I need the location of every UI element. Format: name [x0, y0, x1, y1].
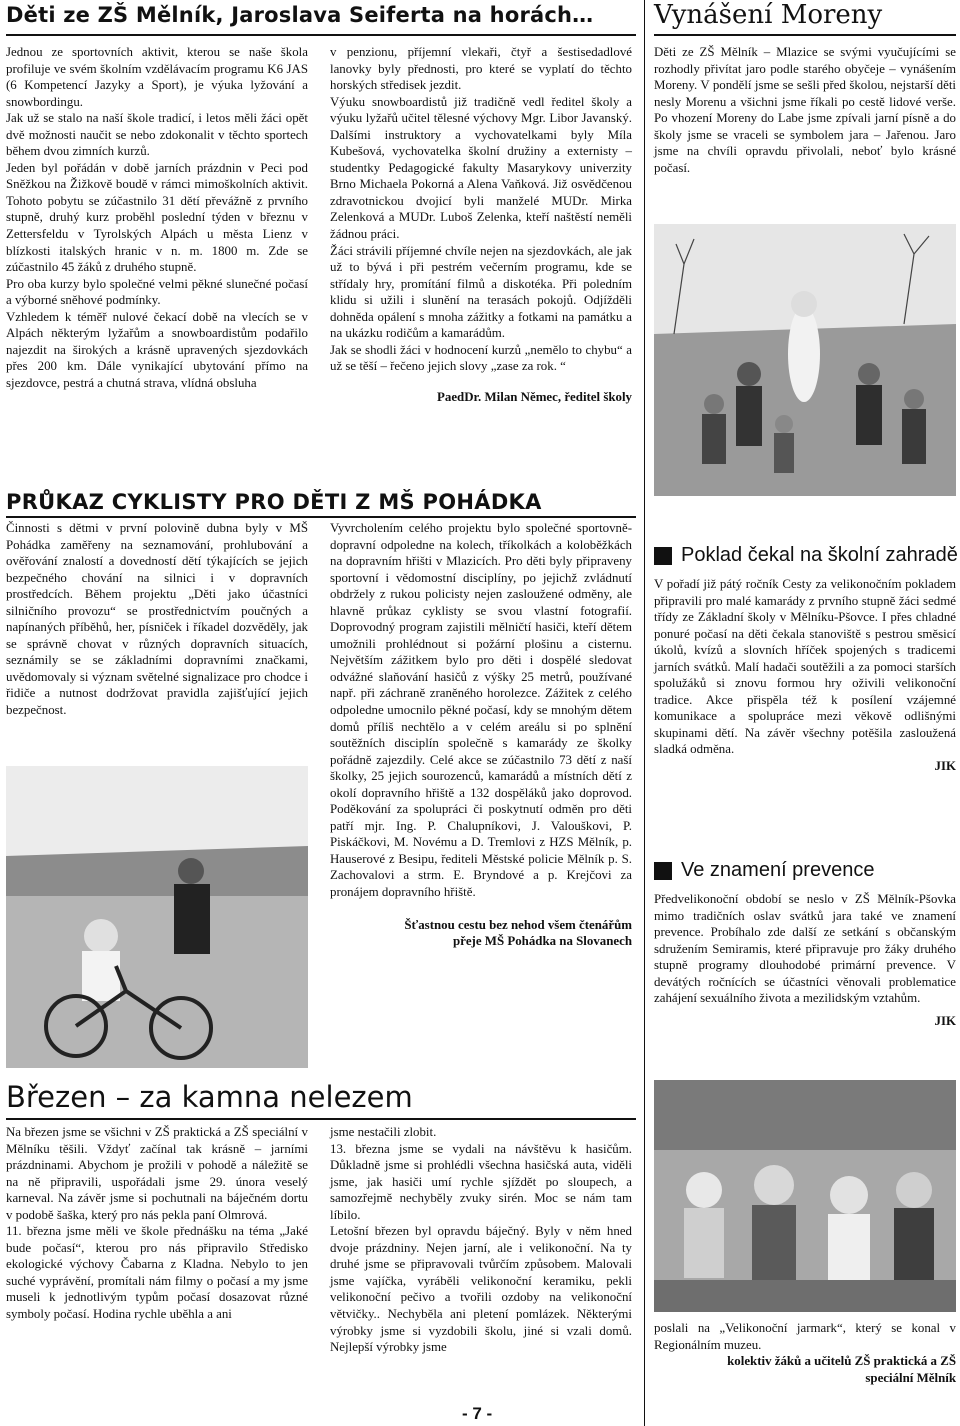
article3-closing-line-2: přeje MŠ Pohádka na Slovanech	[452, 934, 632, 949]
paragraph: Děti ze ZŠ Mělník – Mlazice se svými vyučujícími se rozhodly přivítat jaro podle starého obyčeje – vynášením Moreny. V pondělí jsme se sešli před školou, nejstarší děti nesly Morenu a všichni jsme říkali po cestě lidové verše. Po vhození Moreny do Labe jsme zpívali jarní písně a do školy jsme se vraceli se symbolem jara – Jařenou. Jaro jsme na chvíli opravdu přivolali, neboť bylo krásné počasí.	[654, 45, 956, 175]
paragraph: Pro oba kurzy bylo společné velmi pěkné slunečné počasí a výborné sněhové podmínky.	[6, 276, 308, 308]
paragraph: Jak se shodli žáci v hodnocení kurzů „nemělo to chybu“ a už se těší – řečeno jejich slovy „zase za rok. “	[330, 342, 632, 374]
article6-column-1	[6, 1124, 308, 1323]
morena-photo-image	[654, 224, 956, 496]
paragraph: poslali na „Velikonoční jarmark“, který se konal v Regionálním muzeu.	[654, 1321, 956, 1352]
article1-title-rule	[6, 34, 636, 36]
paragraph: v penzionu, příjemní vlekaři, čtyř a šestisedadlové lanovky byly přednosti, pro které se vyplatí do těchto horských středisek jezdit.	[330, 45, 632, 93]
article6-title: Březen – za kamna nelezem	[6, 1080, 413, 1114]
paragraph: Na březen jsme se všichni v ZŠ praktická a ZŠ speciální v Mělníku těšili. Vždyť začínal tak krásně – jarními prázdninami. Abychom je prožili v pohodě a náležitě se na ně připravili, uspořádali jsme 29. února veselý karneval. Na závěr jsme si pochutnali na báječném dortu v podobě šaška, který pro nás pekla paní Olmrová.	[6, 1125, 308, 1222]
article5-signature: JIK	[934, 1013, 956, 1028]
article5-body	[654, 891, 956, 1029]
paragraph: Vzhledem k téměř nulové čekací době na vlecích se v Alpách některým lyžařům a snowboardistům podařilo najezdit na širokých a krásně upravených sjezdovkách přes 200 km. Dále vynikající ubytování přímo na sjezdovce, pestrá a chutná strava, vlídná obsluha	[6, 309, 308, 390]
article6-title-rule	[6, 1118, 636, 1120]
article6-signature-line-2: speciální Mělník	[865, 1370, 956, 1385]
article4-body	[654, 576, 956, 775]
paragraph: Předvelikonoční období se neslo v ZŠ Mělník-Pšovka mimo tradičních oslav svátků jara také ve znamení prevence. Probíhalo zde další ze setkání s občanským sdružením Semiramis, které připravuje pro žáky druhého stupně programy dlouhodobé primární prevence. V devátých ročnících se účastníci věnovali problematice zahájení sexuálního života a mezilidským vztahům.	[654, 892, 956, 1006]
article1-title: Děti ze ZŠ Mělník, Jaroslava Seiferta na horách…	[6, 3, 594, 27]
easter-photo-image	[654, 1080, 956, 1312]
article4-heading	[654, 544, 958, 567]
article3-title: PRŮKAZ CYKLISTY PRO DĚTI Z MŠ POHÁDKA	[6, 490, 542, 514]
article6-signature-line-1: kolektiv žáků a učitelů ZŠ praktická a ZŠ	[727, 1354, 956, 1369]
paragraph: 13. března jsme se vydali na návštěvu k hasičům. Důkladně jsme si prohlédli všechna hasičská auta, viděli jsme, jak hasiči umí rychle sjíždět po sloupech, a samozřejmě nechyběly zvuky sirén. Moc se nám tam líbilo.	[330, 1141, 632, 1222]
paragraph: Jeden byl pořádán v době jarních prázdnin v Peci pod Sněžkou na Žižkově boudě v rámci mimoškolních aktivit. Tohoto pobytu se zúčastnilo 31 dětí převážně z prvního stupně, druhý kurz proběhl poslední týden v březnu v Zettersfeldu v Tyrolských Alpách u města Lienz v blízkosti italských hranic v n. m. 1800 m. Zde se zúčastnilo 45 žáků z druhého stupně.	[6, 160, 308, 275]
paragraph: Jak už se stalo na naší škole tradicí, i letos měli žáci opět dvě možnosti naučit se nebo zdokonalit v těchto sportech během dvou zimních kurzů.	[6, 111, 308, 159]
article1-column-1	[6, 44, 308, 391]
easter-photo	[654, 1080, 956, 1312]
article2-title-rule	[654, 34, 956, 36]
article2-title: Vynášení Moreny	[654, 0, 883, 30]
article3-column-2	[330, 520, 632, 950]
paragraph: Činnosti s dětmi v první polovině dubna byly v MŠ Pohádka zaměřeny na seznamování, prohlubování a ověřování znalostí a dovedností dětí týkajících se jejich bezpečného chování na silnici i v dopravních prostředcích. Během projektu „Děti jako účastníci silničního provozu“ se prostřednictvím poučných a napínaných příběhů, her, písniček i říkadel dozvěděly, jak se správně chovat v různých dopravních situacích, seznámily se se základními dopravními značkami, uvědomovaly si význam světelné signalizace pro chodce i řidiče a nutnost dodržovat pravidla zajišťující jejich bezpečnost.	[6, 521, 308, 718]
article1-signature: PaedDr. Milan Němec, ředitel školy	[437, 389, 632, 404]
article6-column-3	[654, 1320, 956, 1386]
paragraph: 11. března jsme měli ve škole přednášku na téma „Jaké bude počasí“, kterou pro nás připravilo Středisko ekologické výchovy Čabarna z Kladna. Nebylo to jen suché vyprávění, promítali nám filmy o počasí a my jsme museli k jednotlivým typům počasí dosazovat různé symboly počasí. Hodina rychle uběhla a ani	[6, 1224, 308, 1322]
article3-column-1	[6, 520, 308, 719]
article3-title-rule	[6, 516, 636, 518]
page-number: - 7 -	[462, 1404, 493, 1423]
article1-column-2	[330, 44, 632, 405]
article6-column-2	[330, 1124, 632, 1356]
heading-square-icon	[654, 547, 672, 565]
column-divider	[644, 0, 645, 1426]
cyclist-photo-image	[6, 766, 308, 1068]
article3-closing-line-1: Šťastnou cestu bez nehod všem čtenářům	[404, 917, 632, 932]
cyclist-photo	[6, 766, 308, 1068]
article2-body	[654, 44, 956, 176]
paragraph: V pořadí již pátý ročník Cesty za velikonočním pokladem připravili pro malé kamarády z prvního stupně žáci sedmé třídy ze Základní školy v Mělníku-Pšovce. I přes chladné ponuré počasí na děti čekala stanoviště s pestrou směsicí úkolů, kvízů a slovních hříček spojených s tradicemi jarních svátků. Malí hadači soutěžili a za pomoci starších spolužáků si znovu formou hry oživili velikonoční tradice. Akce přispěla též k posílení vzájemné komunikace a spolupráce mezi věkově odlišnými skupinami dětí. Na závěr všechny potěšila zasloužená sladká odměna.	[654, 577, 956, 757]
paragraph: jsme nestačili zlobit.	[330, 1125, 437, 1139]
paragraph: Jednou ze sportovních aktivit, kterou se naše škola profiluje ve svém školním vzdělávacím programu K6 JAS (6 Kompetencí Jazyky a Sport), je výuka lyžování a snowbordingu.	[6, 45, 308, 109]
article4-title: Poklad čekal na školní zahradě	[681, 544, 958, 566]
paragraph: Vyvrcholením celého projektu bylo společné sportovně-dopravní odpoledne na kolech, tříkolkách a koloběžkách na dopravním hřišti v Mlazicích. Pro děti byly připraveny sportovní i vědomostní disciplíny, po jejichž zvládnutí obdržely z rukou policisty nejen zasloužené odměny, ale hlavně průkaz cyklisty se svou vlastní fotografií. Doprovodný program zajistili mělničtí hasiči, kteří dětem umožnili prohlédnout si požární plošinu a cisternu. Největším zážitkem bylo pro děti i dospělé sledovat odvážné slaňování hasičů z výšky 25 metrů, používané např. při záchraně zraněného horolezce. Zážitek z celého odpoledne umocnilo pěkné počasí, kdy se mnohým dětem domů příliš nechtělo a v celém areálu si po splnění soutěžních disciplín společně s kamarády ze školky pořádně zajezdily. Celé akce se zúčastnilo 73 dětí z naší školky, 25 jejich sourozenců, kamarádů a místních dětí z okolí dopravního hřiště a 132 dospěláků jako doprovod. Poděkování za spolupráci či poskytnutí odměn pro děti patří mjr. Ing. P. Chalupníkovi, J. Valouškovi, P. Piskáčkovi, M. Novému a D. Tremlovi z HZS Mělník, p. Hauserové z Besipu, řediteli Městské policie Mělník p. S. Zachovalovi a strm. E. Bryndové a p. Krejčovi za pronájem dopravního hřiště.	[330, 521, 632, 900]
morena-photo	[654, 224, 956, 496]
article5-title: Ve znamení prevence	[681, 859, 875, 881]
paragraph: Letošní březen byl opravdu báječný. Byly v něm hned dvoje prázdniny. Nejen jarní, ale i velikonoční. Na ty druhé jsme se připravovali tvůrčím způsobem. Malovali jsme vajíčka, vyráběli velikonoční keramiku, pekli velikonoční pečivo a tvořili ozdoby na velikonoční větvičky.. Nechyběla ani pletení pomlázek. Některými výrobky jsme si vyzdobili školu, jiné si vzali domů. Nejlepší výrobky jsme	[330, 1224, 632, 1355]
article5-heading	[654, 859, 874, 882]
article4-signature: JIK	[934, 759, 956, 774]
heading-square-icon	[654, 862, 672, 880]
paragraph: Žáci strávili příjemné chvíle nejen na sjezdovkách, ale jak už to bývá i při pestrém večerním programu, kde se střídaly hry, promítání filmů a diskotéka. Při poledním klidu si užili i slunění na terasách pokojů. Odjížděli dohněda opálení s mnoha zážitky a fotkami na památku a na ukázku rodičům a kamarádům.	[330, 243, 632, 341]
paragraph: Výuku snowboardistů již tradičně vedl ředitel školy a výuku lyžařů učitel tělesné výchovy Mgr. Libor Javanský. Dalšími instruktory a vychovatelkami byly Míla Kubešová, vychovatelka školní družiny a externisty – studentky Pedagogické fakulty Masarykovy univerzity Brno Michaela Pokorná a Alena Vaňková. Již osvědčenou zdravotnickou dvojicí byli manželé MUDr. Mirka Zelenková a MUDr. Luboš Zelenka, kteří naštěstí neměli žádnou práci.	[330, 94, 632, 242]
